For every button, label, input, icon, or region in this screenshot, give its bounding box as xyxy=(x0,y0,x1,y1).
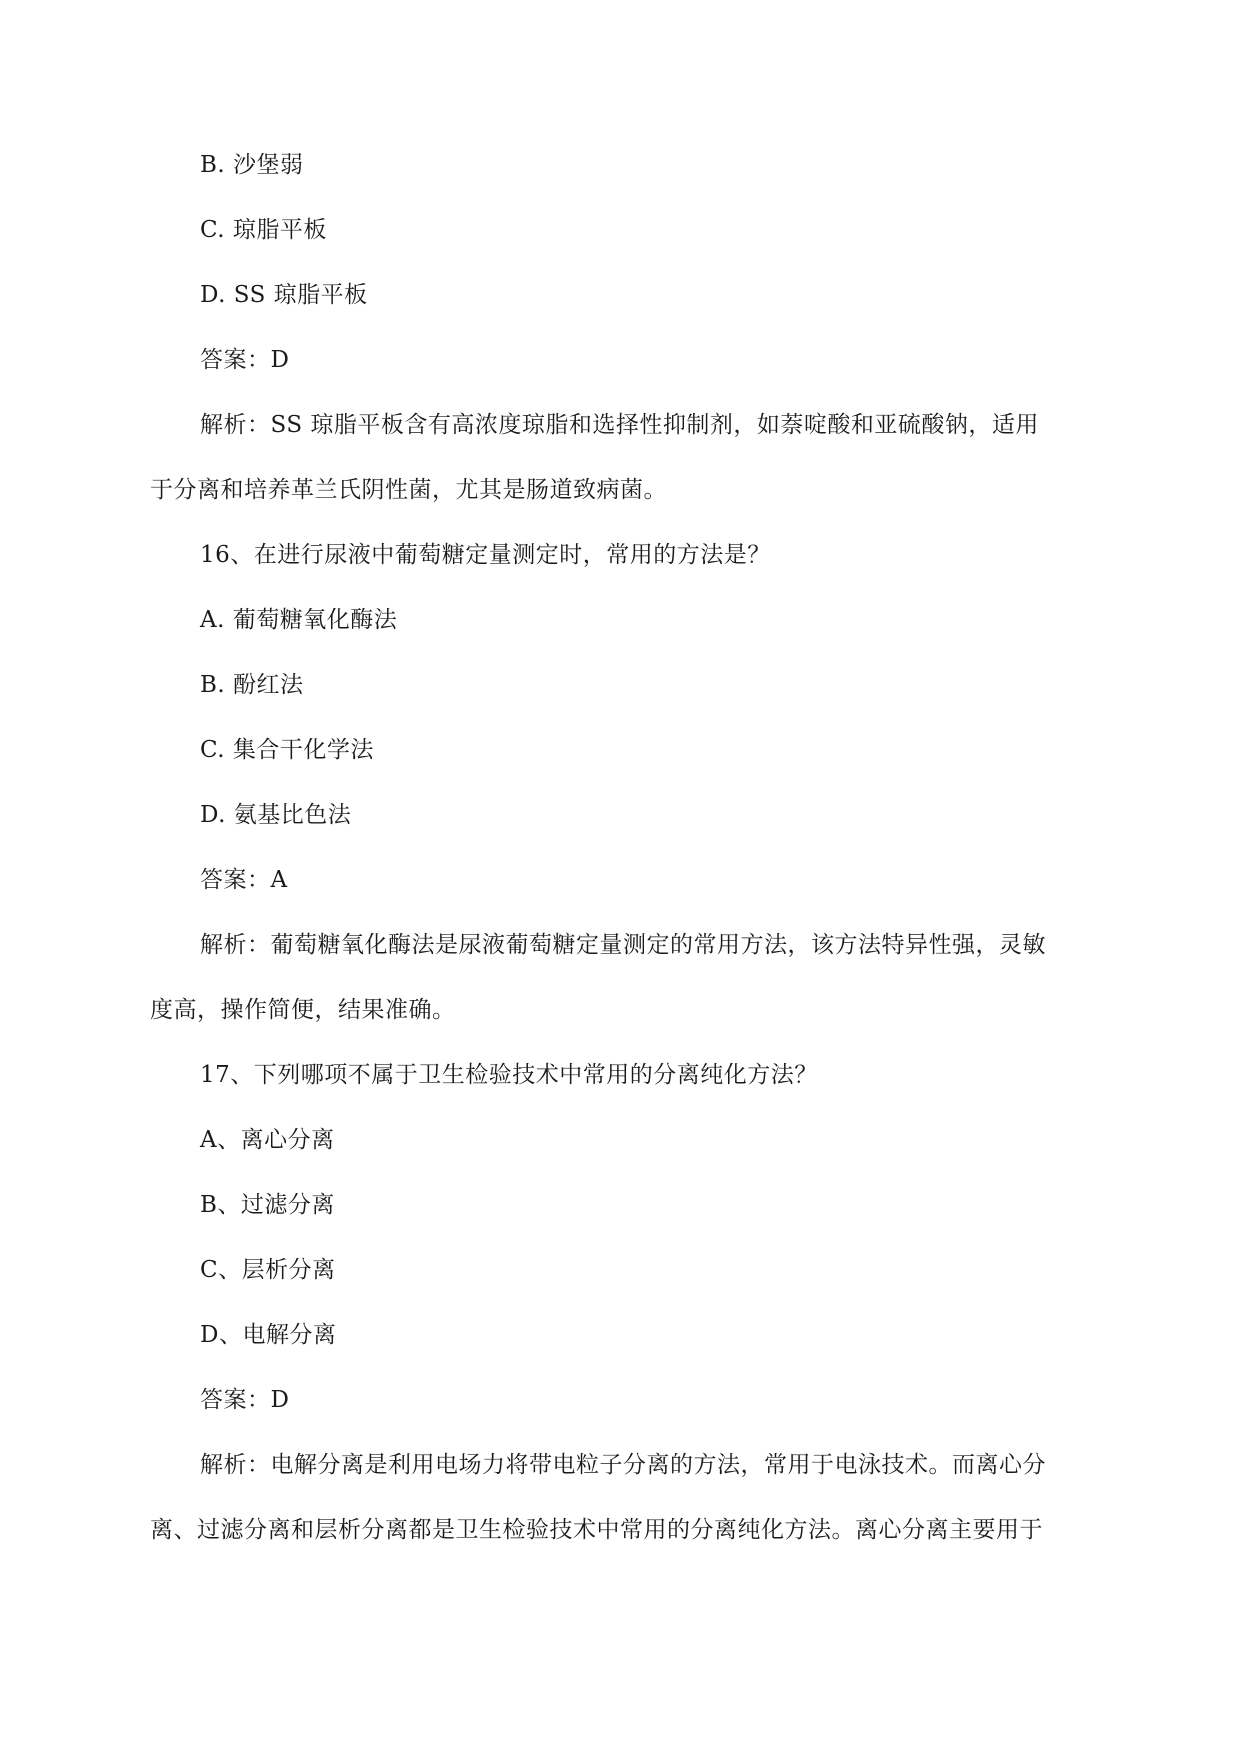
q16-option-a: A. 葡萄糖氧化酶法 xyxy=(200,607,398,633)
q15-option-c: C. 琼脂平板 xyxy=(200,217,327,243)
q16-option-d: D. 氨基比色法 xyxy=(200,802,352,828)
q17-option-d: D、电解分离 xyxy=(200,1322,337,1348)
q17-question: 17、下列哪项不属于卫生检验技术中常用的分离纯化方法？ xyxy=(200,1062,818,1088)
q17-option-b: B、过滤分离 xyxy=(200,1192,335,1218)
q17-option-a: A、离心分离 xyxy=(200,1127,335,1153)
q15-explanation-line2: 于分离和培养革兰氏阴性菌，尤其是肠道致病菌。 xyxy=(150,477,667,503)
q15-explanation-line1: 解析：SS 琼脂平板含有高浓度琼脂和选择性抑制剂，如萘啶酸和亚硫酸钠，适用 xyxy=(200,412,1039,438)
q16-explanation-line1: 解析：葡萄糖氧化酶法是尿液葡萄糖定量测定的常用方法，该方法特异性强，灵敏 xyxy=(200,932,1046,958)
q15-answer: 答案：D xyxy=(200,347,290,373)
q17-option-c: C、层析分离 xyxy=(200,1257,336,1283)
q17-answer: 答案：D xyxy=(200,1387,290,1413)
q15-option-d: D. SS 琼脂平板 xyxy=(200,282,368,308)
q17-explanation-line2: 离、过滤分离和层析分离都是卫生检验技术中常用的分离纯化方法。离心分离主要用于 xyxy=(150,1517,1043,1543)
q16-question: 16、在进行尿液中葡萄糖定量测定时，常用的方法是？ xyxy=(200,542,771,568)
q15-option-b: B. 沙堡弱 xyxy=(200,152,304,178)
q17-explanation-line1: 解析：电解分离是利用电场力将带电粒子分离的方法，常用于电泳技术。而离心分 xyxy=(200,1452,1046,1478)
q16-option-c: C. 集合干化学法 xyxy=(200,737,374,763)
q16-option-b: B. 酚红法 xyxy=(200,672,304,698)
q16-explanation-line2: 度高，操作简便，结果准确。 xyxy=(150,997,456,1023)
q16-answer: 答案：A xyxy=(200,867,288,893)
